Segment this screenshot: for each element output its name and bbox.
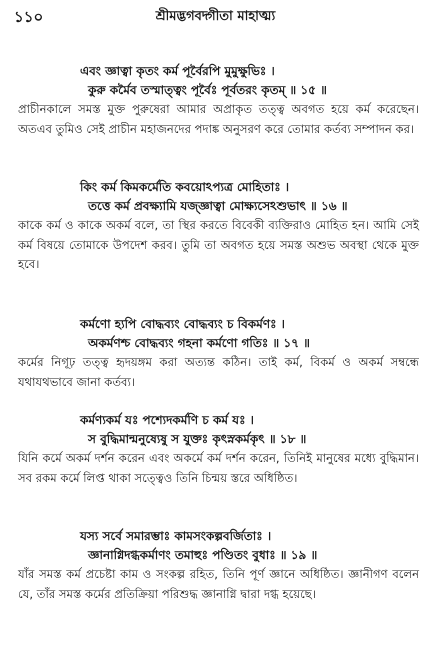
running-title: শ্রীমদ্ভগবদ্গীতা মাহাত্ম্য <box>155 9 276 24</box>
sloka-line-2: স বুদ্ধিমান্মনুষ্যেষু স যুক্তঃ কৃৎস্নকর্মকৃৎ ॥ ১৮ ॥ <box>88 432 307 446</box>
verse-section-15 <box>0 62 431 139</box>
translation: যাঁর সমস্ত কর্ম প্রচেষ্টা কাম ও সংকল্প রহিত, তিনি পূর্ণ জ্ঞানে অধিষ্ঠিত। জ্ঞানীগণ বলেন যে, তাঁর সমস্ত কর্মের প্রতিক্রিয়া পরিশুদ্ধ জ্ঞানাগ্নি দ্বারা দগ্ধ হয়েছে। <box>18 567 419 601</box>
sloka-line-1: যস্য সর্বে সমারম্ভাঃ কামসংকল্পবর্জিতাঃ । <box>80 529 272 543</box>
verse-section-16 <box>0 178 431 275</box>
sloka-line-2: তত্তে কর্ম প্রবক্ষ্যামি যজ্জ্ঞাত্বা মোক্ষ্যসেঽশুভাৎ ॥ ১৬ ॥ <box>88 199 348 213</box>
sloka-line-1: কর্মণ্যকর্ম যঃ পশ্যেদকর্মণি চ কর্ম যঃ । <box>80 413 254 427</box>
translation: কর্মের নিগূঢ় তত্ত্ব হৃদয়ঙ্গম করা অত্যন্ত কঠিন। তাই কর্ম, বিকর্ম ও অকর্ম সম্বন্ধে যথাযথভাবে জানা কর্তব্য। <box>18 355 419 389</box>
sloka-line-1: কিং কর্ম কিমকর্মেতি কবয়োঽপ্যত্র মোহিতাঃ । <box>80 180 290 194</box>
sloka-line-2: জ্ঞানাগ্নিদগ্ধকর্মাণং তমাহুঃ পণ্ডিতং বুধাঃ ॥ ১৯ ॥ <box>88 548 318 562</box>
sloka-line-2: অকর্মণশ্চ বোদ্ধব্যং গহনা কর্মণো গতিঃ ॥ ১৭ ॥ <box>88 336 310 350</box>
translation: যিনি কর্মে অকর্ম দর্শন করেন এবং অকর্মে কর্ম দর্শন করেন, তিনিই মানুষের মধ্যে বুদ্ধিমান। সব রকম কর্মে লিপ্ত থাকা সত্ত্বেও তিনি চিন্ময় স্তরে অধিষ্ঠিত। <box>18 451 419 485</box>
page-number: ১১০ <box>14 8 44 26</box>
verse-section-17 <box>0 315 431 392</box>
verse-section-19 <box>0 527 431 604</box>
sloka-line-1: এবং জ্ঞাত্বা কৃতং কর্ম পূর্বৈরপি মুমুক্ষুভিঃ । <box>80 64 275 78</box>
verse-section-18 <box>0 411 431 488</box>
sloka-line-1: কর্মণো হ্যপি বোদ্ধব্যং বোদ্ধব্যং চ বিকর্মণঃ । <box>80 317 285 331</box>
translation: কাকে কর্ম ও কাকে অকর্ম বলে, তা স্থির করতে বিবেকী ব্যক্তিরাও মোহিত হন। আমি সেই কর্ম বিষয়ে তোমাকে উপদেশ করব। তুমি তা অবগত হয়ে সমস্ত অশুভ অবস্থা থেকে মুক্ত হবে। <box>18 218 419 271</box>
sloka-line-2: কুরু কর্মৈব তস্মাত্ত্বং পূর্বৈঃ পূর্বতরং কৃতম্ ॥ ১৫ ॥ <box>88 83 327 97</box>
translation: প্রাচীনকালে সমস্ত মুক্ত পুরুষেরা আমার অপ্রাকৃত তত্ত্ব অবগত হয়ে কর্ম করেছেন। অতএব তুমিও সেই প্রাচীন মহাজনদের পদাঙ্ক অনুসরণ করে তোমার কর্তব্য সম্পাদন কর। <box>18 102 419 136</box>
page-header <box>14 6 417 28</box>
